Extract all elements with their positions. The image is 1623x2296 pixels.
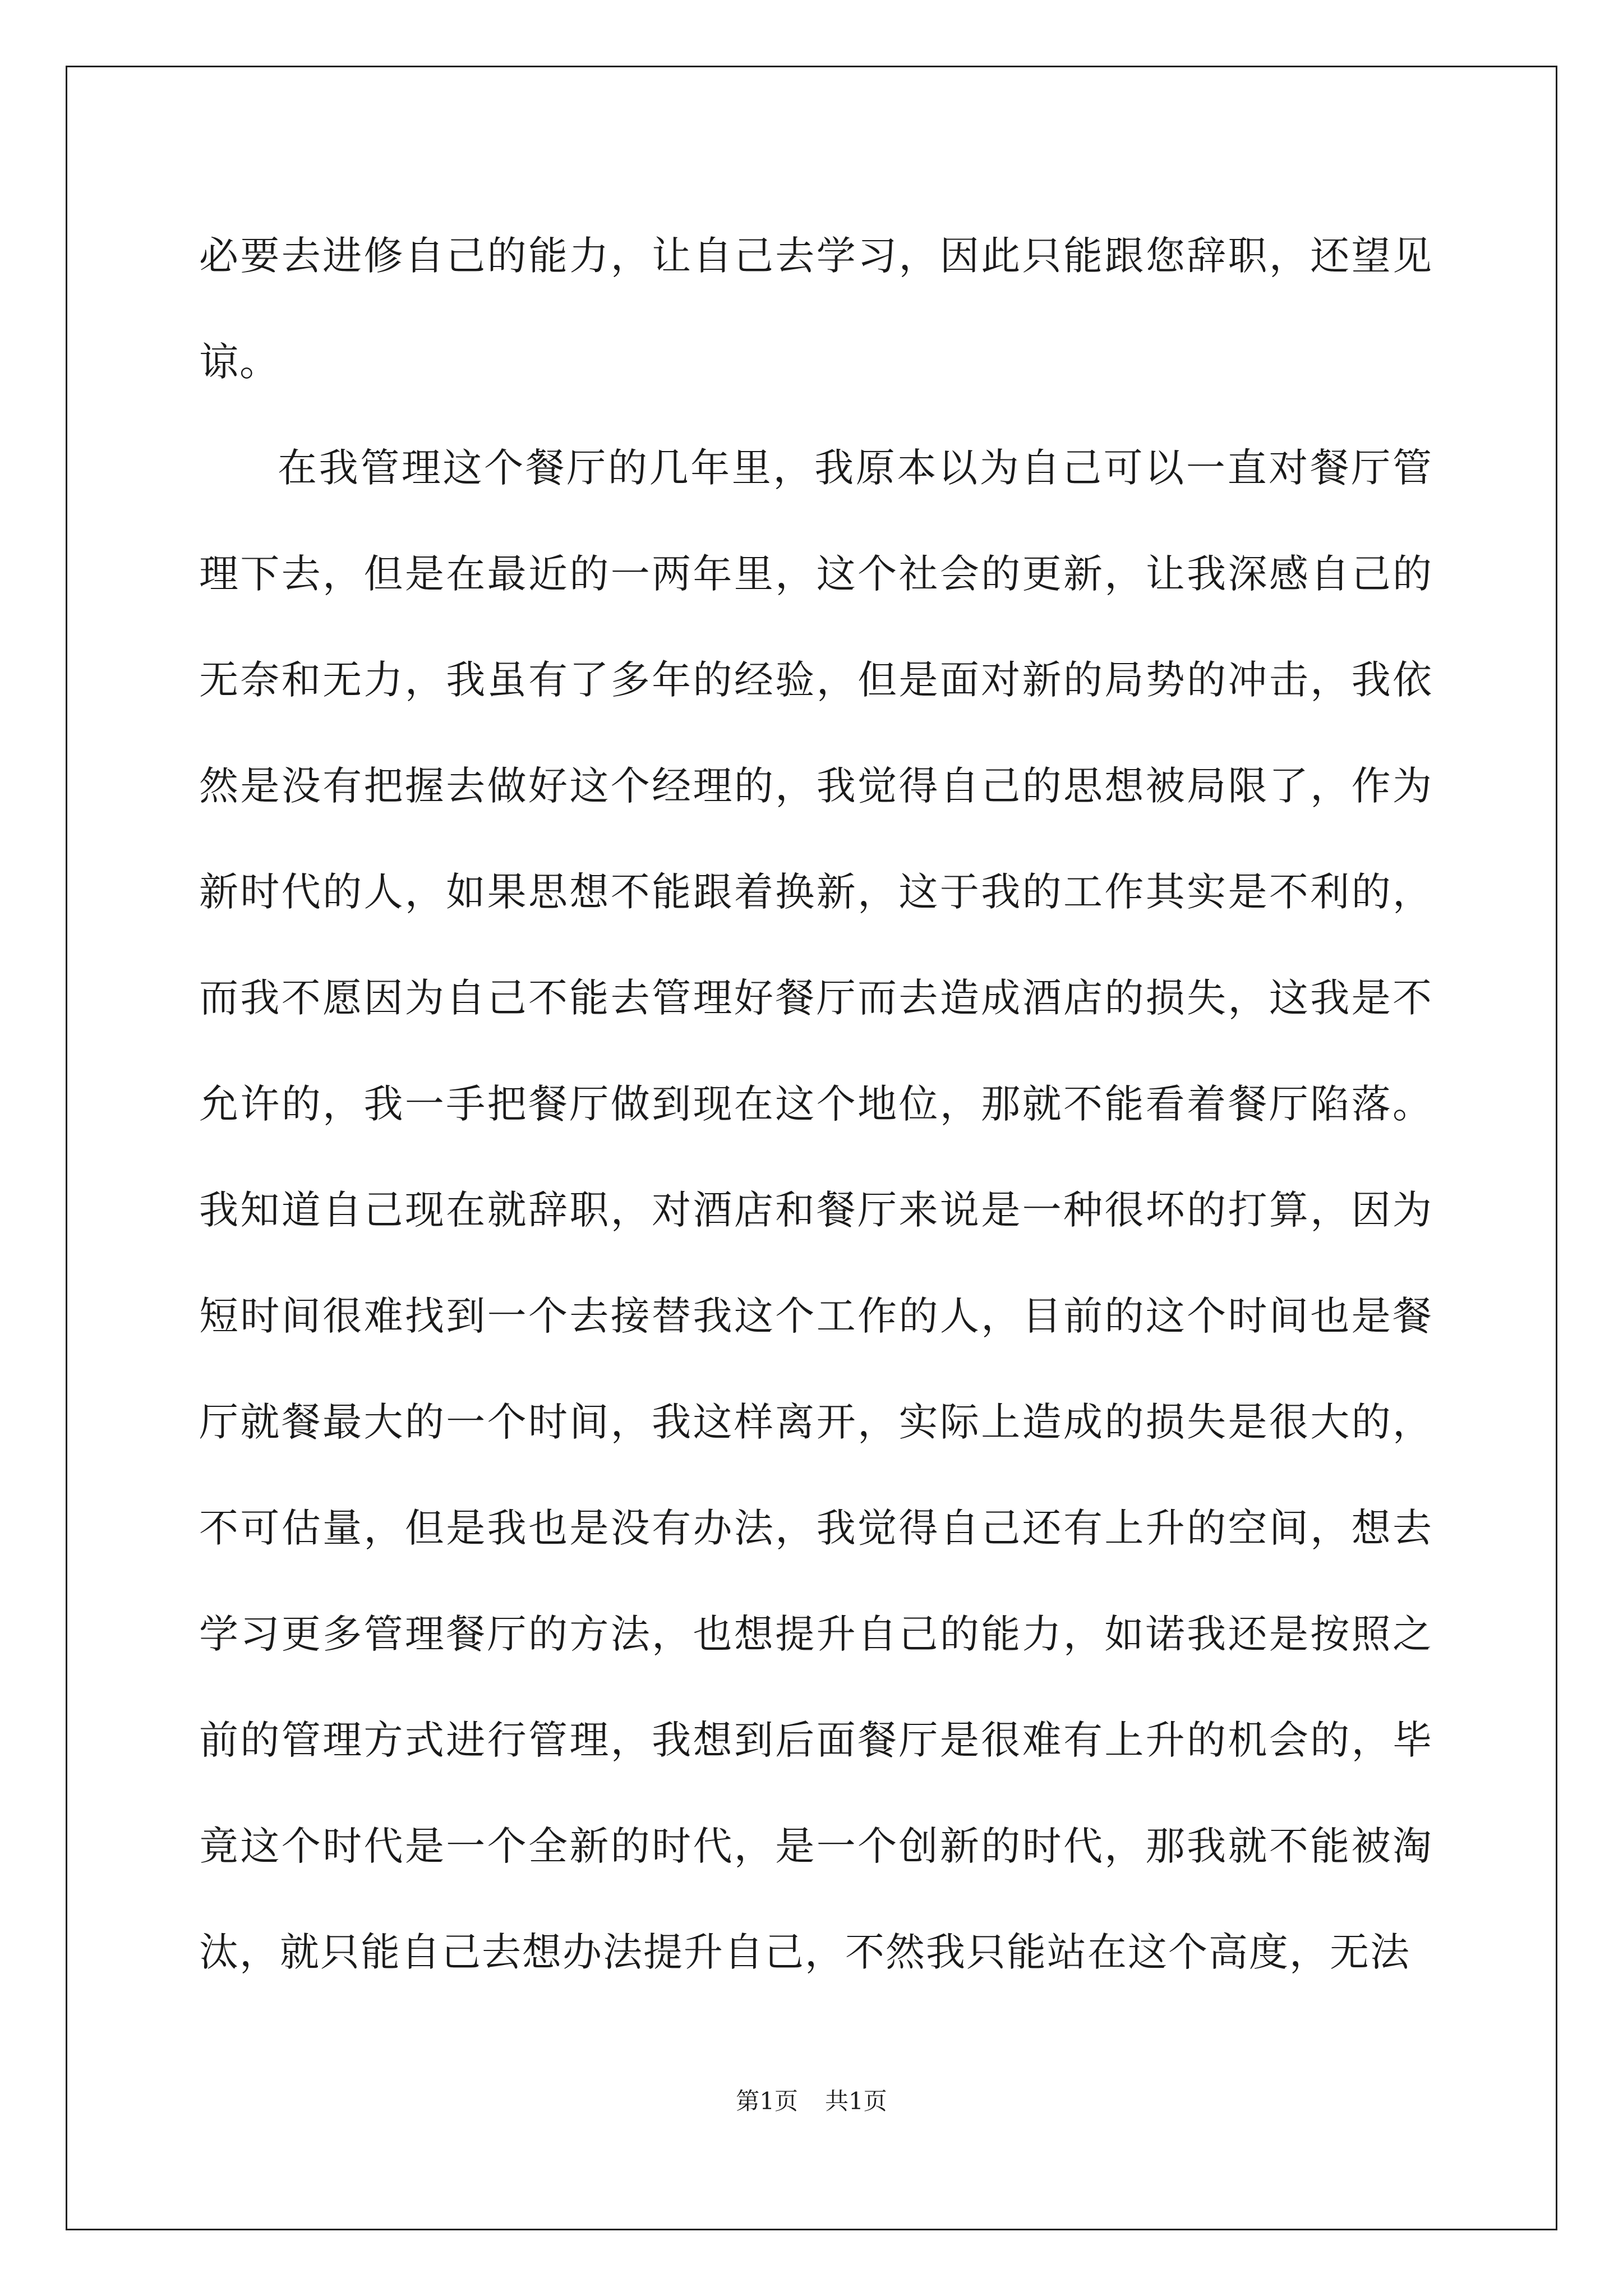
paragraph-2: 在我管理这个餐厅的几年里，我原本以为自己可以一直对餐厅管理下去，但是在最近的一两年里，这个社会的更新，让我深感自己的无奈和无力，我虽有了多年的经验，但是面对新的局势的冲击，我依然是没有把握去做好这个经理的，我觉得自己的思想被局限了，作为新时代的人，如果思想不能跟着换新，这于我的工作其实是不利的，而我不愿因为自己不能去管理好餐厅而去造成酒店的损失，这我是不允许的，我一手把餐厅做到现在这个地位，那就不能看着餐厅陷落。我知道自己现在就辞职，对酒店和餐厅来说是一种很坏的打算，因为短时间很难找到一个去接替我这个工作的人，目前的这个时间也是餐厅就餐最大的一个时间，我这样离开，实际上造成的损失是很大的，不可估量，但是我也是没有办法，我觉得自己还有上升的空间，想去学习更多管理餐厅的方法，也想提升自己的能力，如诺我还是按照之前的管理方式进行管理，我想到后面餐厅是很难有上升的机会的，毕竟这个时代是一个全新的时代，是一个创新的时代，那我就不能被淘汰，就只能自己去想办法提升自己，不然我只能站在这个高度，无法	[199, 445, 1433, 1975]
document-body	[199, 203, 1433, 2005]
page-number: 第1页	[736, 2087, 798, 2115]
page-footer	[0, 2085, 1623, 2118]
paragraph-1: 必要去进修自己的能力，让自己去学习，因此只能跟您辞职，还望见谅。	[199, 233, 1433, 385]
page-total: 共1页	[825, 2087, 887, 2115]
